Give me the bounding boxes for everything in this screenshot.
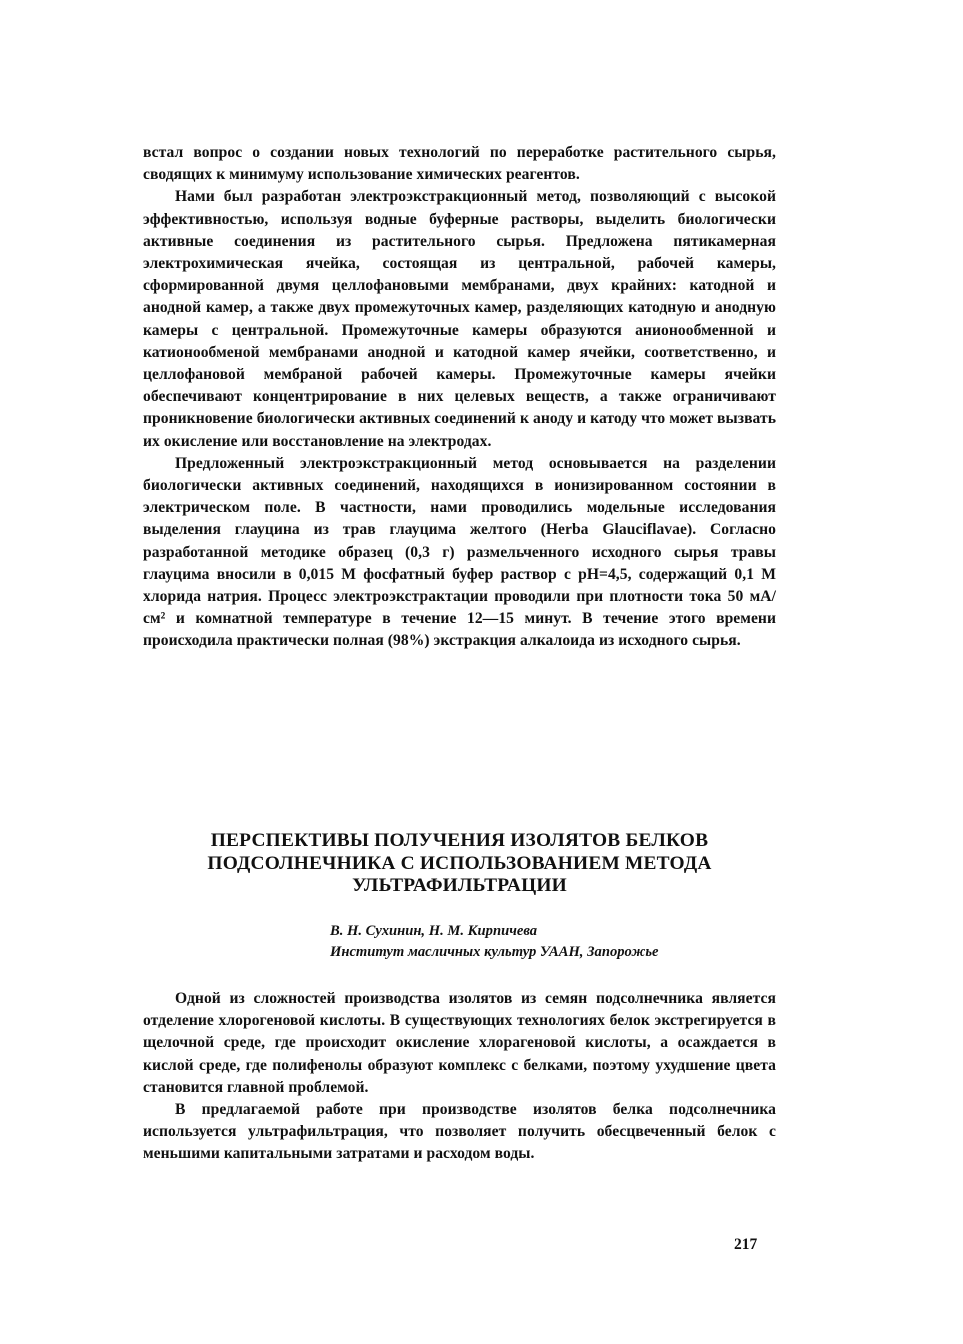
paragraph-method: Нами был разработан электроэкстракционный метод, позволяющий с высокой эффективностью, используя водные буферные растворы, выделить биологически активные соединения из растительного сырья. Предложена пятикамерная электрохимическая ячейка, состоящая из центральной, рабочей камеры, сформированной двумя целлофановыми мембранами, двух крайних: катодной и анодной камер, а также двух промежуточных камер, разделяющих катодную и анодную камеры с центральной. Промежуточные камеры образуются анионообменной и катионообменой мембранами анодной и катодной камер ячейки, соответственно, и целлофановой мембраной рабочей камеры. Промежуточные камеры ячейки обеспечивают концентрирование в них целевых веществ, а также ограничивают проникновение биологически активных соединений к аноду и катоду что может вызвать их окисление или восстановление на электродах.: [143, 188, 776, 450]
article-body: [143, 988, 776, 1166]
previous-article-continuation: [143, 142, 776, 653]
article-authors: В. Н. Сухинин, Н. М. Кирпичева: [330, 923, 538, 939]
paragraph-experiment: Предложенный электроэкстракционный метод основывается на разделении биологически активных соединений, находящихся в ионизированном состоянии в электрическом поле. В частности, нами проводились модельные исследования выделения глауцина из трав глауцима желтого (Herba Glauciflavae). Согласно разработанной методике образец (0,3 г) размельченного исходного сырья травы глауцима вносили в 0,015 М фосфатный буфер раствор с pH=4,5, содержащий 0,1 М хлорида натрия. Процесс электроэкстрактации проводили при плотности тока 50 мА/см² и комнатной температуре в течение 12—15 минут. В течение этого времени происходила практически полная (98%) экстракция алкалоида из исходного сырья.: [143, 454, 776, 650]
article-title: [143, 830, 776, 898]
page-number: 217: [734, 1236, 758, 1253]
article-title-line: ПОДСОЛНЕЧНИКА С ИСПОЛЬЗОВАНИЕМ МЕТОДА: [207, 852, 712, 874]
paragraph-continuation: встал вопрос о создании новых технологий по переработке растительного сырья, сводящих к минимуму использование химических реагентов.: [143, 144, 776, 184]
article-title-line: УЛЬТРАФИЛЬТРАЦИИ: [352, 875, 567, 896]
article-affiliation: Институт масличных культур УААН, Запорожье: [330, 944, 659, 960]
paragraph-problem: Одной из сложностей производства изолятов из семян подсолнечника является отделение хлорогеновой кислоты. В существующих технологиях белок экстрегируется в щелочной среде, где происходит окисление хлорагеновой кислоты, а осаждается в кислой среде, где полифенолы образуют комплекс с белками, поэтому ухудшение цвета становится главной проблемой.: [143, 990, 776, 1096]
article-title-line: ПЕРСПЕКТИВЫ ПОЛУЧЕНИЯ ИЗОЛЯТОВ БЕЛКОВ: [210, 830, 709, 851]
paragraph-solution: В предлагаемой работе при производстве изолятов белка подсолнечника используется ультрафильтрация, что позволяет получить обесцвеченный белок с меньшими капитальными затратами и расходом воды.: [143, 1101, 776, 1163]
article-byline: [330, 921, 780, 963]
